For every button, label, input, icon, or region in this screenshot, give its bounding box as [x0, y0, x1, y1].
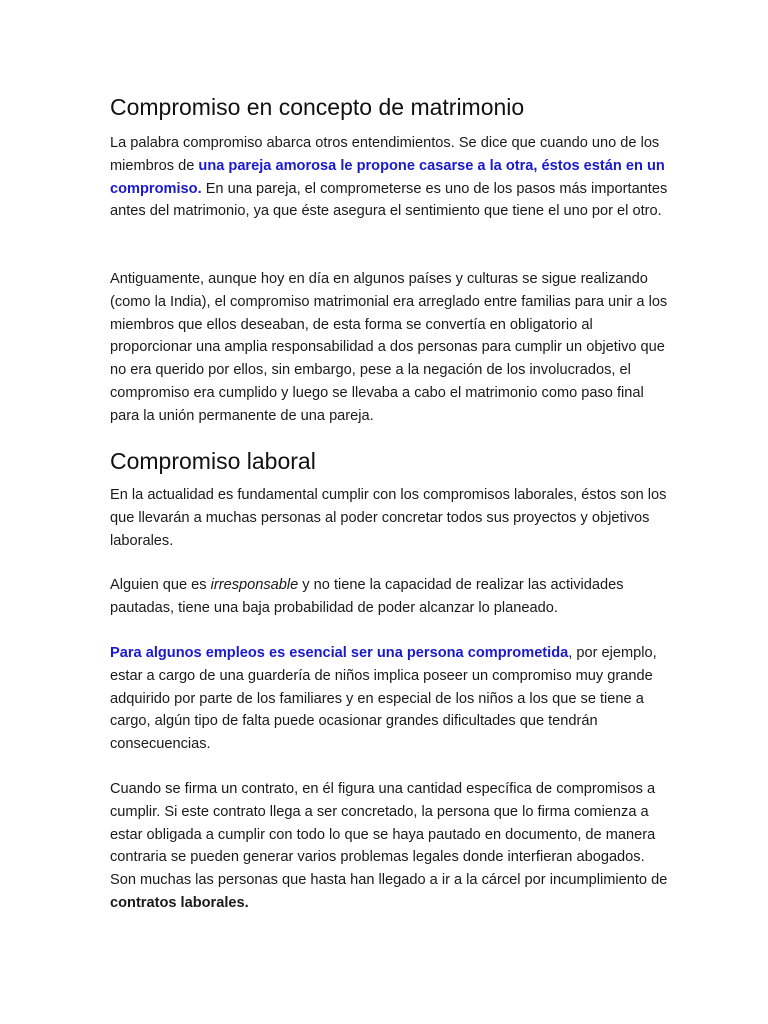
- paragraph-text: La palabra compromiso abarca otros entendimientos. Se dice que cuando uno de los miembros de: [110, 135, 660, 174]
- paragraph-matrimonio-intro: [110, 132, 670, 223]
- paragraph-actualidad: En la actualidad es fundamental cumplir con los compromisos laborales, éstos son los que llevarán a muchas personas al poder concretar todos sus proyectos y objetivos laborales.: [110, 487, 667, 549]
- paragraph-text: En una pareja, el comprometerse es uno de los pasos más importantes antes del matrimonio, ya que éste asegura el sentimiento que tiene el uno por el otro.: [110, 180, 668, 220]
- link-pareja-compromiso[interactable]: una pareja amorosa le propone casarse a la otra, éstos están en un compromiso.: [110, 157, 665, 197]
- paragraph-text: y no tiene la capacidad de realizar las actividades pautadas, tiene una baja probabilidad de poder alcanzar lo planeado.: [110, 577, 624, 616]
- link-persona-comprometida[interactable]: Para algunos empleos es esencial ser una persona comprometida: [110, 645, 569, 661]
- italic-term: irresponsable: [210, 577, 299, 593]
- section-heading-matrimonio: Compromiso en concepto de matrimonio: [110, 94, 525, 120]
- bold-term-contratos: contratos laborales.: [110, 894, 249, 911]
- paragraph-text: Cuando se firma un contrato, en él figura una cantidad específica de compromisos a cumplir. Si este contrato llega a ser concretado, la persona que lo firma comienza a estar obligada a cumplir con todo lo que se haya pautado en documento, de manera contraria se pueden generar varios problemas legales donde interfieran abogados. Son muchas las personas que hasta han llegado a ir a la cárcel por incumplimiento de: [110, 781, 668, 889]
- paragraph-contrato: [110, 778, 670, 915]
- paragraph-text: , por ejemplo, estar a cargo de una guardería de niños implica poseer un compromiso muy grande adquirido por parte de los familiares y en especial de los niños a los que se tiene a cargo, algún tipo de falta puede ocasionar grandes dificultades que tendrán consecuencias.: [110, 645, 657, 753]
- paragraph-text: Alguien que es: [110, 577, 211, 593]
- section-heading-laboral: Compromiso laboral: [110, 448, 316, 474]
- paragraph-irresponsable: [110, 574, 670, 620]
- paragraph-empleos: [110, 642, 670, 756]
- paragraph-antiguamente: Antiguamente, aunque hoy en día en algunos países y culturas se sigue realizando (como la India), el compromiso matrimonial era arreglado entre familias para unir a los miembros que ellos deseaban, de esta forma se convertía en obligatorio al proporcionar una amplia responsabilidad a dos personas para cumplir un objetivo que no era querido por ellos, sin embargo, pese a la negación de los involucrados, el compromiso era cumplido y luego se llevaba a cabo el matrimonio como paso final para la unión permanente de una pareja.: [110, 271, 668, 424]
